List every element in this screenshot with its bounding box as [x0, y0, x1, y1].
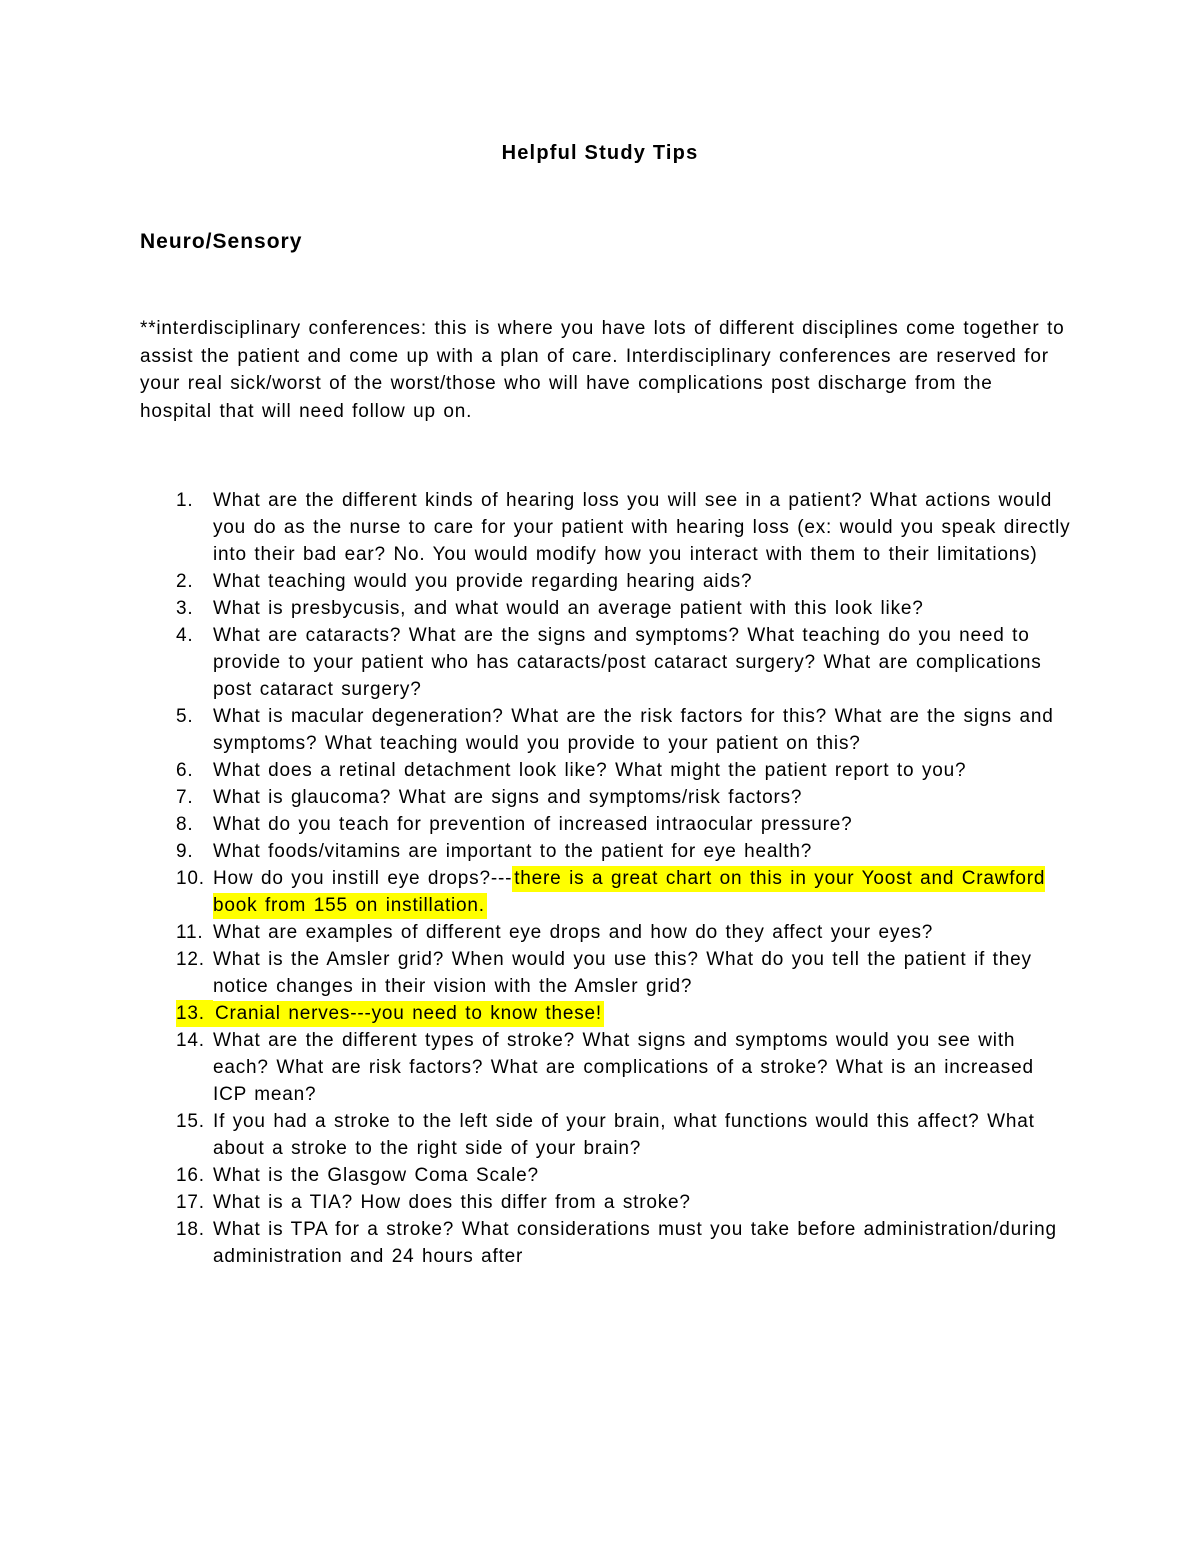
question-number: 9. [176, 841, 194, 862]
question-text [213, 865, 1071, 919]
question-item [176, 1108, 1071, 1162]
question-number: 1. [176, 490, 194, 511]
question-item [176, 595, 1071, 622]
question-text: What is macular degeneration? What are the risk factors for this? What are the signs and symptoms? What teaching would you provide to your patient on this? [213, 706, 1054, 754]
highlighted-text: there is a great chart on this in your Yoost and Crawford book from 155 on instillation. [213, 866, 1045, 919]
question-text: What are examples of different eye drops and how do they affect your eyes? [213, 922, 934, 943]
question-text: What teaching would you provide regarding hearing aids? [213, 571, 753, 592]
question-text: What is the Glasgow Coma Scale? [213, 1165, 539, 1186]
question-item [176, 757, 1071, 784]
question-item [176, 487, 1071, 568]
question-number: 16. [176, 1165, 205, 1186]
question-text: What is presbycusis, and what would an average patient with this look like? [213, 598, 924, 619]
question-text: What is TPA for a stroke? What considerations must you take before administration/during administration and 24 hours after [213, 1219, 1057, 1267]
highlighted-text: Cranial nerves---you need to know these! [213, 1001, 604, 1027]
question-item [176, 568, 1071, 595]
question-item [176, 784, 1071, 811]
question-text: What are cataracts? What are the signs and symptoms? What teaching do you need to provide to your patient who has cataracts/post cataract surgery? What are complications post cataract surgery? [213, 625, 1042, 700]
question-item [176, 838, 1071, 865]
question-number: 12. [176, 949, 205, 970]
question-text: What foods/vitamins are important to the patient for eye health? [213, 841, 813, 862]
question-text [213, 1000, 1071, 1027]
question-item [176, 946, 1071, 1000]
question-number: 3. [176, 598, 194, 619]
question-number: 5. [176, 706, 194, 727]
question-number: 17. [176, 1192, 205, 1213]
question-number: 18. [176, 1219, 205, 1240]
question-text: What are the different types of stroke? What signs and symptoms would you see with each? What are risk factors? What are complications of a stroke? What is an increased ICP mean? [213, 1030, 1034, 1105]
question-text: What does a retinal detachment look like? What might the patient report to you? [213, 760, 967, 781]
question-text-plain: How do you instill eye drops?--- [213, 868, 513, 889]
question-item [176, 622, 1071, 703]
question-item [176, 1027, 1071, 1108]
question-number: 15. [176, 1111, 205, 1132]
question-item [176, 1000, 1071, 1027]
intro-paragraph: **interdisciplinary conferences: this is where you have lots of different disciplines come together to assist the patient and come up with a plan of care. Interdisciplinary conferences are reserved for your real sick/worst of the worst/those who will have complications post discharge from the hospital that will need follow up on. [140, 318, 1065, 422]
document-title: Helpful Study Tips [501, 142, 699, 164]
question-item [176, 1189, 1071, 1216]
question-number: 8. [176, 814, 194, 835]
question-text: What do you teach for prevention of increased intraocular pressure? [213, 814, 853, 835]
question-number: 11. [176, 922, 204, 943]
question-number: 2. [176, 571, 194, 592]
question-number: 14. [176, 1030, 205, 1051]
question-text: What is glaucoma? What are signs and symptoms/risk factors? [213, 787, 803, 808]
question-item [176, 865, 1071, 919]
question-list [176, 487, 1071, 1270]
question-number: 4. [176, 625, 194, 646]
question-item [176, 703, 1071, 757]
question-item [176, 1162, 1071, 1189]
question-text: What are the different kinds of hearing loss you will see in a patient? What actions would you do as the nurse to care for your patient with hearing loss (ex: would you speak directly into their bad ear? No. You would modify how you interact with them to their limitations) [213, 490, 1071, 565]
question-item [176, 1216, 1071, 1270]
question-text: If you had a stroke to the left side of your brain, what functions would this affect? What about a stroke to the right side of your brain? [213, 1111, 1035, 1159]
question-item [176, 811, 1071, 838]
question-number: 6. [176, 760, 194, 781]
question-item [176, 919, 1071, 946]
question-number: 10. [176, 868, 205, 889]
question-number: 13. [176, 1000, 213, 1027]
question-text: What is a TIA? How does this differ from a stroke? [213, 1192, 691, 1213]
question-number: 7. [176, 787, 194, 808]
question-text: What is the Amsler grid? When would you use this? What do you tell the patient if they notice changes in their vision with the Amsler grid? [213, 949, 1032, 997]
section-heading: Neuro/Sensory [140, 230, 303, 253]
